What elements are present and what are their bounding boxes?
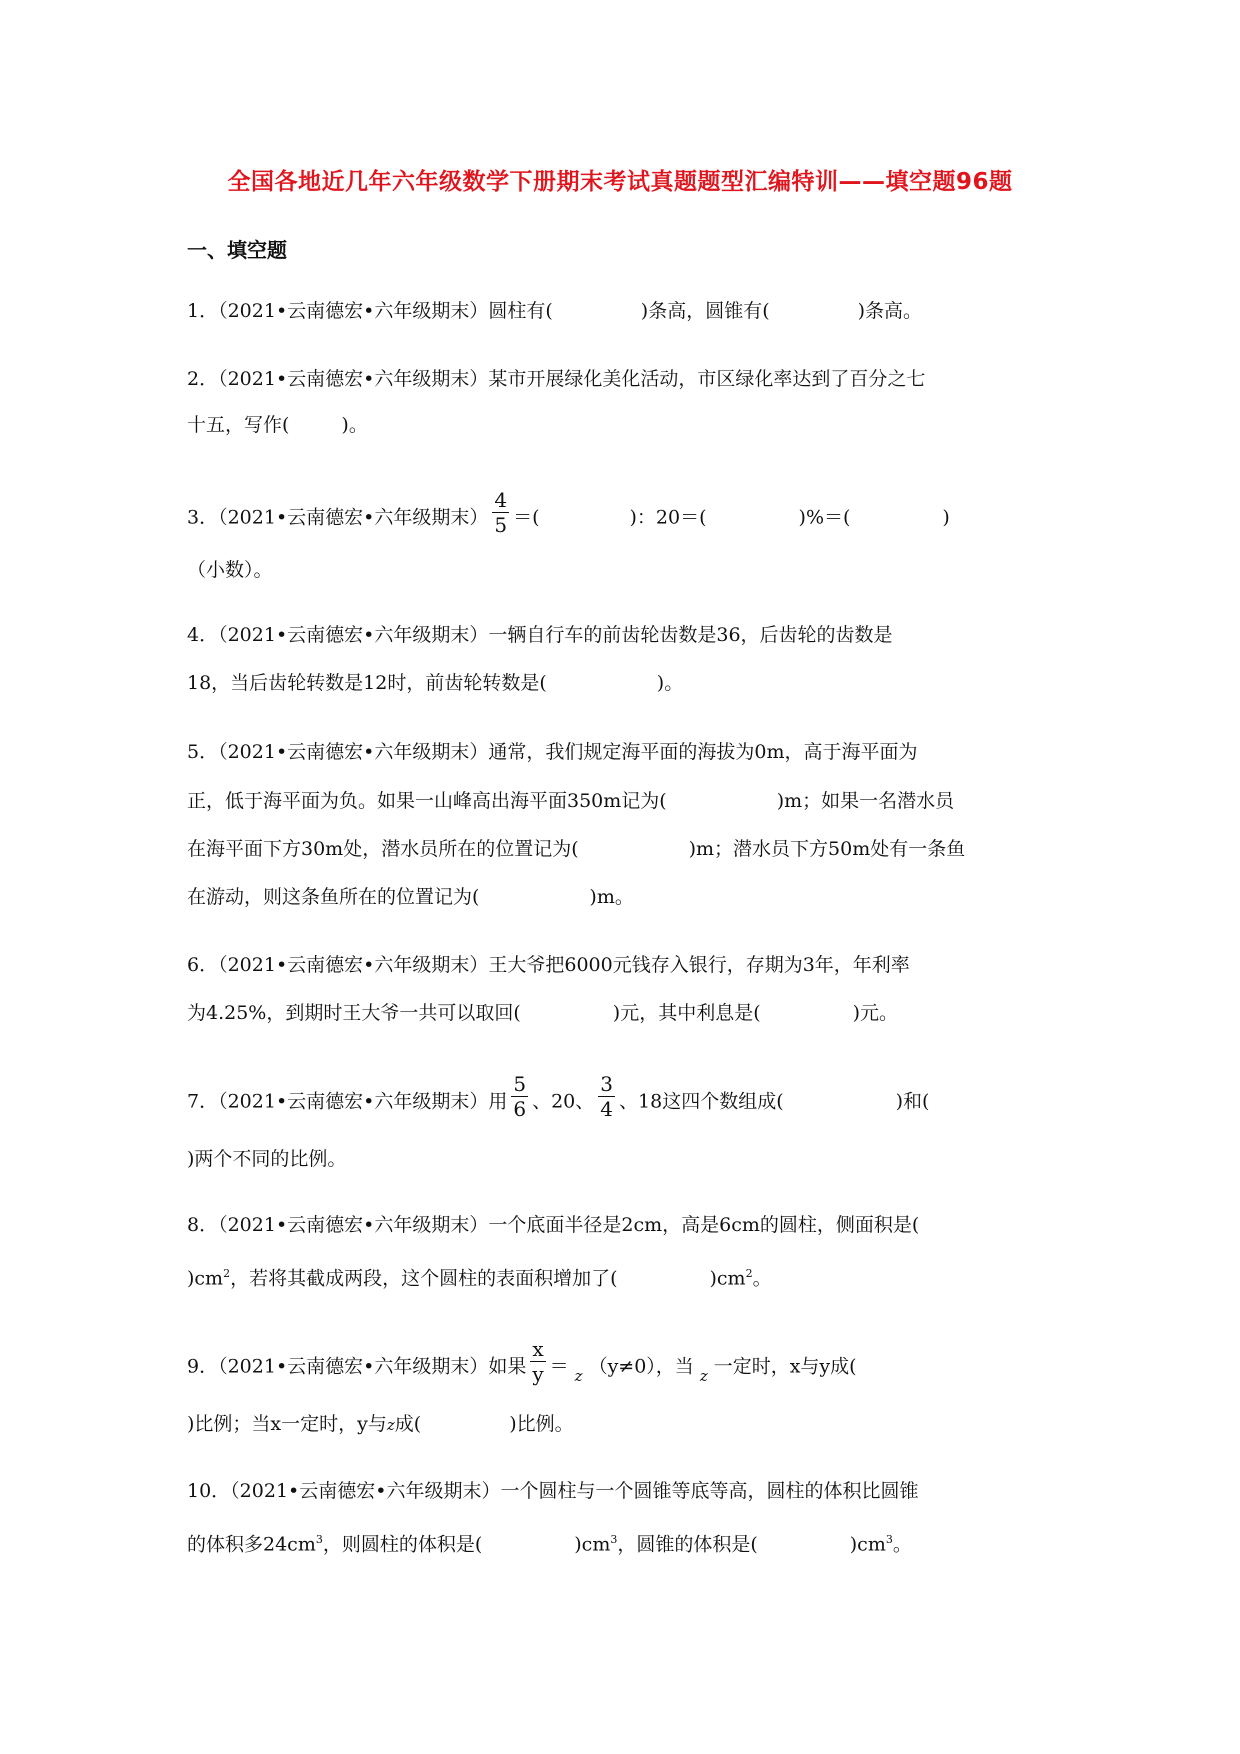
question-4: 4．（2021•云南德宏•六年级期末）一辆自行车的前齿轮齿数是36，后齿轮的齿数是 [187, 624, 893, 646]
question-8: 8．（2021•云南德宏•六年级期末）一个底面半径是2cm，高是6cm的圆柱，侧面积是( [187, 1214, 920, 1236]
question-2-line-2: 十五，写作( )。 [187, 414, 368, 436]
question-4-line-2: 18，当后齿轮转数是12时，前齿轮转数是( )。 [187, 672, 684, 694]
question-2: 2．（2021•云南德宏•六年级期末）某市开展绿化美化活动，市区绿化率达到了百分之七 [187, 368, 926, 390]
question-6: 6．（2021•云南德宏•六年级期末）王大爷把6000元钱存入银行，存期为3年，年利率 [187, 954, 910, 976]
fraction-5-6: $\frac{5}{6}$ [513, 1072, 527, 1121]
question-5-line-4: 在游动，则这条鱼所在的位置记为( )m。 [187, 886, 634, 908]
question-5: 5．（2021•云南德宏•六年级期末）通常，我们规定海平面的海拔为0m，高于海平面为 [187, 741, 918, 763]
question-10-line-2: 的体积多$24cm^3$，则圆柱的体积是( )$cm^3$，圆锥的体积是( )$cm^3$。 [187, 1533, 912, 1556]
document-title: 全国各地近几年六年级数学下册期末考试真题题型汇编特训——填空题96题 [227, 169, 1013, 195]
question-7-line-2: )两个不同的比例。 [187, 1148, 347, 1170]
question-1: 1．（2021•云南德宏•六年级期末）圆柱有( )条高，圆锥有( )条高。 [187, 300, 923, 322]
question-3-line-2: （小数）。 [187, 559, 273, 581]
question-10: 10．（2021•云南德宏•六年级期末）一个圆柱与一个圆锥等底等高，圆柱的体积比圆锥 [187, 1480, 919, 1502]
question-7: 7．（2021•云南德宏•六年级期末）用 $\frac{5}{6}$ 、20、 $\frac{3}{4}$ 、18这四个数组成( )和( [187, 1072, 930, 1121]
question-5-line-2: 正，低于海平面为负。如果一山峰高出海平面350m记为( )m；如果一名潜水员 [187, 790, 955, 812]
fraction-4-5: $\frac{4}{5}$ [494, 488, 508, 537]
question-3: 3．（2021•云南德宏•六年级期末） $\frac{4}{5}$ ＝( )：20＝( )%＝( ) [187, 488, 950, 537]
question-5-line-3: 在海平面下方30m处，潜水员所在的位置记为( )m；潜水员下方50m处有一条鱼 [187, 838, 966, 860]
question-9: 9．（2021•云南德宏•六年级期末）如果 $\frac{x}{y}$ ＝ $_z$ （y≠0），当 $_z$ 一定时，x与y成( [187, 1337, 857, 1386]
section-heading: 一、填空题 [187, 238, 287, 262]
question-8-line-2: )$cm^2$，若将其截成两段，这个圆柱的表面积增加了( )$cm^2$。 [187, 1267, 772, 1290]
question-6-line-2: 为4.25%，到期时王大爷一共可以取回( )元，其中利息是( )元。 [187, 1002, 899, 1024]
fraction-3-4: $\frac{3}{4}$ [600, 1072, 614, 1121]
question-9-line-2: )比例；当x一定时，y与z成( )比例。 [187, 1413, 574, 1435]
fraction-x-y: $\frac{x}{y}$ [532, 1337, 544, 1386]
